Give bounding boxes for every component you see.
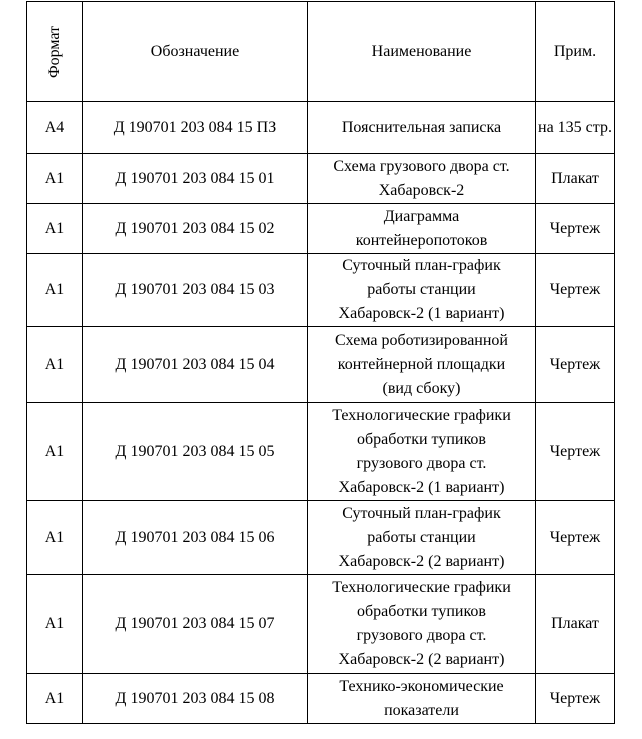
cell-name-line: Схема роботизированной bbox=[335, 331, 508, 349]
cell-format: А1 bbox=[27, 403, 83, 501]
cell-name bbox=[308, 327, 536, 403]
cell-name-line: Технико-экономические bbox=[339, 677, 504, 695]
cell-name bbox=[308, 204, 536, 254]
header-row bbox=[27, 2, 615, 102]
cell-designation: Д 190701 203 084 15 05 bbox=[83, 403, 308, 501]
table-row bbox=[27, 501, 615, 575]
cell-designation: Д 190701 203 084 15 08 bbox=[83, 674, 308, 724]
cell-designation: Д 190701 203 084 15 06 bbox=[83, 501, 308, 575]
cell-designation: Д 190701 203 084 15 ПЗ bbox=[83, 102, 308, 154]
cell-name-line: обработки тупиков bbox=[357, 603, 486, 620]
cell-name-line: грузового двора ст. bbox=[356, 627, 487, 644]
cell-name-line: показатели bbox=[384, 701, 459, 719]
cell-name-line: обработки тупиков bbox=[357, 430, 486, 448]
cell-format: А1 bbox=[27, 154, 83, 204]
header-format bbox=[27, 2, 83, 102]
cell-name-line: Хабаровск-2 bbox=[378, 181, 465, 199]
header-name: Наименование bbox=[308, 2, 536, 102]
cell-name bbox=[308, 575, 536, 674]
cell-note: на 135 стр. bbox=[536, 102, 615, 154]
cell-designation: Д 190701 203 084 15 01 bbox=[83, 154, 308, 204]
table-row bbox=[27, 327, 615, 403]
cell-name-line: Хабаровск-2 (2 вариант) bbox=[338, 651, 505, 668]
table-row bbox=[27, 674, 615, 724]
table-row bbox=[27, 102, 615, 154]
cell-format: А1 bbox=[27, 674, 83, 724]
cell-name-line: работы станции bbox=[367, 528, 476, 546]
cell-format: А1 bbox=[27, 501, 83, 575]
cell-name bbox=[308, 254, 536, 327]
header-designation: Обозначение bbox=[83, 2, 308, 102]
cell-name-line: Технологические графики bbox=[332, 406, 511, 424]
cell-note: Плакат bbox=[536, 575, 615, 674]
table-row bbox=[27, 204, 615, 254]
table-row bbox=[27, 254, 615, 327]
cell-note: Чертеж bbox=[536, 403, 615, 501]
cell-format: А4 bbox=[27, 102, 83, 154]
cell-designation: Д 190701 203 084 15 03 bbox=[83, 254, 308, 327]
cell-name-line: Суточный план-график bbox=[342, 257, 501, 274]
cell-name-line: Хабаровск-2 (2 вариант) bbox=[338, 552, 505, 570]
cell-note: Чертеж bbox=[536, 327, 615, 403]
cell-name-line: Схема грузового двора ст. bbox=[333, 157, 510, 175]
cell-note: Чертеж bbox=[536, 674, 615, 724]
cell-name-line: работы станции bbox=[367, 281, 476, 298]
cell-format: А1 bbox=[27, 575, 83, 674]
cell-name bbox=[308, 102, 536, 154]
cell-name-line: Пояснительная записка bbox=[341, 118, 502, 136]
cell-name bbox=[308, 154, 536, 204]
table-row bbox=[27, 154, 615, 204]
cell-designation: Д 190701 203 084 15 07 bbox=[83, 575, 308, 674]
cell-note: Чертеж bbox=[536, 254, 615, 327]
cell-format: А1 bbox=[27, 204, 83, 254]
table-row bbox=[27, 403, 615, 501]
cell-designation: Д 190701 203 084 15 02 bbox=[83, 204, 308, 254]
header-format-label: Формат bbox=[46, 25, 64, 78]
cell-format: А1 bbox=[27, 254, 83, 327]
cell-name-line: Хабаровск-2 (1 вариант) bbox=[338, 305, 505, 322]
cell-designation: Д 190701 203 084 15 04 bbox=[83, 327, 308, 403]
cell-format: А1 bbox=[27, 327, 83, 403]
cell-note: Чертеж bbox=[536, 204, 615, 254]
cell-name-line: контейнерной площадки bbox=[337, 355, 506, 373]
cell-note: Чертеж bbox=[536, 501, 615, 575]
cell-name bbox=[308, 403, 536, 501]
cell-note: Плакат bbox=[536, 154, 615, 204]
cell-name-line: Хабаровск-2 (1 вариант) bbox=[338, 478, 505, 496]
cell-name-line: Технологические графики bbox=[332, 579, 511, 596]
cell-name bbox=[308, 501, 536, 575]
cell-name-line: грузового двора ст. bbox=[356, 454, 487, 472]
cell-name bbox=[308, 674, 536, 724]
table-row bbox=[27, 575, 615, 674]
header-note: Прим. bbox=[536, 2, 615, 102]
cell-name-line: контейнеропотоков bbox=[355, 231, 488, 249]
specification-table bbox=[26, 1, 615, 724]
cell-name-line: Суточный план-график bbox=[342, 504, 501, 522]
cell-name-line: (вид сбоку) bbox=[382, 379, 461, 397]
cell-name-line: Диаграмма bbox=[383, 207, 460, 225]
